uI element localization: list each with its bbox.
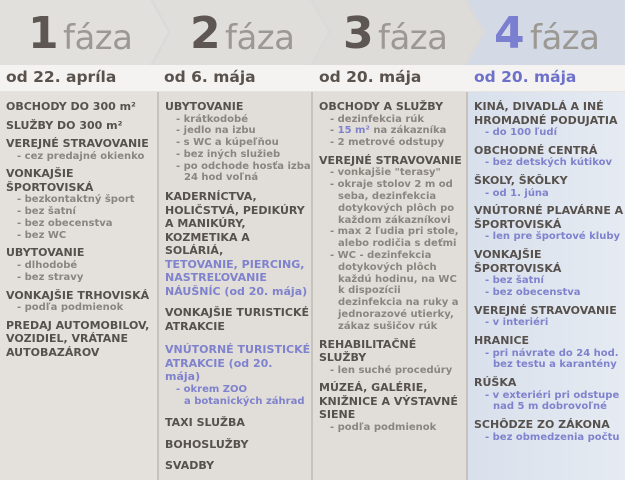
item-heading: SLUŽBY DO 300 m² (6, 118, 123, 132)
item-detail: - 2 metrové odstupy (324, 137, 466, 149)
item-heading: UBYTOVANIE (6, 246, 85, 260)
item-heading-highlight: VNÚTORNÉ TURISTICKÉ ATRAKCIE (od 20. mája) (165, 343, 311, 384)
item-detail-mixed (324, 125, 466, 137)
item-heading: VONKAJŠIE ŠPORTOVISKÁ (474, 248, 562, 275)
item-heading: SCHÔDZE ZO ZÁKONA (474, 418, 610, 432)
phase4-number: 4 (494, 8, 525, 59)
item-detail: - v interiéri (479, 317, 625, 329)
phase2-column (159, 92, 311, 480)
phase3-number: 3 (343, 8, 374, 59)
item-heading: REHABILITAČNÉ SLUŽBY (319, 337, 417, 365)
item-heading: RÚŠKA (474, 376, 517, 390)
item-detail: - v exteriéri pri odstupe nad 5 m dobrovoľné (479, 390, 625, 414)
item-detail-highlight: - okrem ZOO (170, 384, 311, 396)
item-heading: VONKAJŠIE ŠPORTOVISKÁ (6, 167, 94, 194)
item-detail: - podľa podmienok (324, 422, 466, 434)
item-detail: - dlhodobé (11, 260, 157, 272)
item-heading: MÚZEÁ, GALÉRIE, KNIŽNICE A VÝSTAVNÉ SIENE (319, 381, 458, 422)
item-detail: - max 2 ľudia pri stole, alebo rodičia s deťmi (324, 226, 466, 250)
phase3-column (313, 92, 466, 480)
item-detail: - bezkontaktný šport (11, 194, 157, 206)
item-detail: - bez šatní (11, 206, 157, 218)
item-detail: - okraje stolov 2 m od seba, dezinfekcia dotykových plôch po každom zákazníkovi (324, 179, 466, 226)
item-heading: OBCHODY DO 300 m² (6, 100, 136, 113)
item-heading: HRANICE (474, 334, 530, 348)
item-detail: - do 100 ľudí (479, 127, 625, 139)
item-heading: UBYTOVANIE (165, 100, 244, 113)
item-detail-highlight: a botanických záhrad (184, 395, 305, 407)
phase-header-band (0, 0, 625, 65)
item-heading: VEREJNÉ STRAVOVANIE (474, 303, 617, 317)
item-detail: - podľa podmienok (11, 302, 157, 314)
item-detail: - od 1. júna (479, 188, 625, 200)
phase4-label: fáza (530, 18, 600, 58)
item-heading: KADERNÍCTVA, HOLIČSTVÁ, PEDIKÚRY A MANIKÚRY, KOZMETIKA A SOLÁRIÁ, (165, 190, 305, 258)
area-rest: na zákazníka (369, 125, 447, 137)
item-detail: - bez obecenstva (11, 218, 157, 230)
item-detail: - cez predajné okienko (11, 151, 157, 163)
item-detail: - len suché procedúry (324, 365, 466, 377)
item-detail: - vonkajšie "terasy" (324, 167, 466, 179)
item-heading: VONKAJŠIE TURISTICKÉ ATRAKCIE (165, 306, 309, 333)
item-heading: PREDAJ AUTOMOBILOV, VOZIDIEL, VRÁTANE AUTOBAZÁROV (6, 318, 150, 359)
item-heading: OBCHODY A SLUŽBY (319, 100, 444, 113)
item-detail: - pri návrate do 24 hod. bez testu a karantény (479, 348, 625, 372)
item-heading: TAXI SLUŽBA (165, 416, 245, 430)
item-heading: VONKAJŠIE TRHOVISKÁ (6, 288, 150, 302)
phase2-number: 2 (190, 8, 221, 59)
item-heading: VNÚTORNÉ PLAVÁRNE A ŠPORTOVISKÁ (474, 204, 624, 231)
item-heading: SVADBY (165, 459, 215, 473)
phase4-date: od 20. mája (474, 68, 577, 86)
item-detail: - bez iných služieb (170, 149, 311, 161)
item-detail: - len pre športové kluby (479, 231, 625, 243)
item-heading-highlight: TETOVANIE, PIERCING, NASTREĽOVANIE NÁUŠNÍC (od 20. mája) (165, 257, 308, 298)
item-detail: - po odchode hosťa izba 24 hod voľná (170, 161, 311, 185)
phase4-column (468, 92, 625, 480)
item-heading: OBCHODNÉ CENTRÁ (474, 143, 598, 157)
phase1-date: od 22. apríla (6, 68, 117, 86)
item-heading: ŠKOLY, ŠKÔLKY (474, 174, 568, 188)
phase3-label: fáza (378, 18, 448, 58)
phase1-column (0, 92, 157, 480)
item-detail: - jedlo na izbu (170, 125, 311, 137)
item-detail: - bez stravy (11, 272, 157, 284)
item-heading: VEREJNÉ STRAVOVANIE (6, 137, 149, 150)
item-detail: - bez obmedzenia počtu (479, 432, 625, 444)
phase1-label: fáza (63, 18, 133, 58)
phase2-label: fáza (225, 18, 295, 58)
item-detail: - krátkodobé (170, 114, 311, 126)
item-detail: - bez detských kútikov (479, 157, 625, 169)
item-detail: - s WC a kúpeľňou (170, 137, 311, 149)
phase1-number: 1 (28, 8, 59, 59)
phase3-date: od 20. mája (319, 68, 422, 86)
item-detail: - bez obecenstva (479, 287, 625, 299)
item-detail: - WC - dezinfekcia dotykových plôch každú hodinu, na WC k dispozícii dezinfekcia na ruky a jednorazové utierky, zákaz sušičov rúk (324, 250, 466, 333)
area-highlight: 15 m² (337, 125, 370, 137)
phase2-date: od 6. mája (164, 68, 256, 86)
item-detail: - bez šatní (479, 275, 625, 287)
item-detail: - bez WC (11, 230, 157, 242)
item-heading: BOHOSLUŽBY (165, 437, 249, 451)
item-heading: VEREJNÉ STRAVOVANIE (319, 153, 462, 167)
item-heading: KINÁ, DIVADLÁ A INÉ HROMADNÉ PODUJATIA (474, 100, 618, 127)
item-detail: - dezinfekcia rúk (324, 114, 466, 126)
